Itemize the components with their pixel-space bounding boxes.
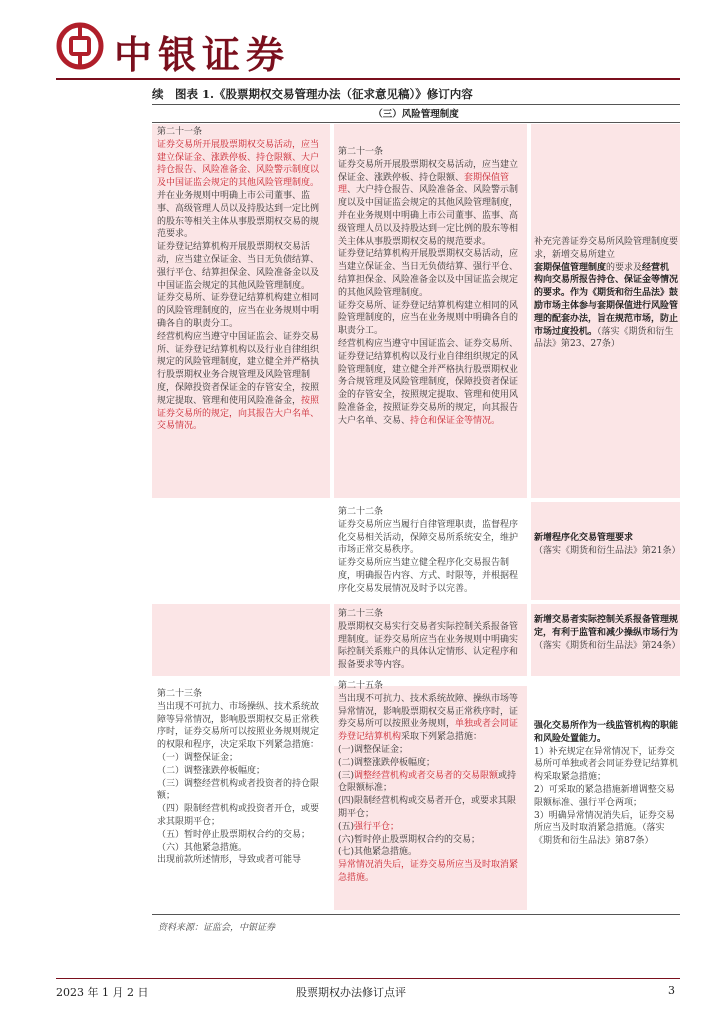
text-segment: （三）调整经营机构或者投资者的持仓限额；	[157, 778, 320, 802]
text-segment: 经营机构应当遵守中国证监会、证券交易所、证券登记结算机构以及行业自律组织规定的风险管理制度，建立健全并严格执行股票期权业务合规管理及风险管理制度，保障投资者保证金的存管安全，按照规定提取、管理和使用风险准备金，按照证券交易所的规定，向其报告大户名单、交易、	[338, 338, 519, 426]
table-row	[152, 678, 680, 914]
comment-text	[534, 532, 681, 558]
footer-title: 股票期权办法修订点评	[296, 986, 406, 999]
text-segment: 套期保值管理制度	[534, 262, 607, 273]
original-text	[157, 126, 327, 433]
text-segment: 证券交易所开展股票期权交易活动，应当建立保证金、涨跌停板、持仓限额、	[338, 159, 519, 183]
original-text-cell	[152, 604, 330, 676]
revised-text	[338, 506, 524, 596]
figure-caption: 续 图表 1.《股票期权交易管理办法（征求意见稿）》修订内容	[152, 87, 473, 101]
text-segment: (二)调整涨跌停板幅度；	[338, 757, 436, 768]
text-segment: 第二十三条	[157, 689, 203, 699]
text-segment: 证券登记结算机构开展股票期权交易活动，应当建立保证金、当日无负债结算、强行平仓、结算担保金、风险准备金以及中国证监会规定的其他风险管理制度。	[157, 242, 320, 291]
text-segment: 第二十一条	[157, 127, 203, 137]
text-segment: （落实《期货和衍生品法》第23、27条）	[534, 326, 674, 350]
text-segment: (六)暂时停止股票期权合约的交易；	[338, 834, 481, 845]
footer-divider	[56, 978, 680, 979]
text-segment: (七)其他紧急措施。	[338, 847, 418, 858]
text-segment: 证券交易所开展股票期权交易活动，应当建立保证金、涨跌停板、持仓限额、大户持仓报告、风险准备金、风险警示制度以及中国证监会规定的其他风险管理制度。	[157, 139, 320, 189]
revised-text	[338, 680, 524, 885]
text-segment: 采取下列紧急措施：	[401, 732, 483, 743]
text-segment: 2）可采取的紧急措施新增调整交易限额标准、强行平仓两项；	[534, 784, 675, 808]
text-segment: (四)限制经营机构或交易者开仓，或要求其限期平仓；	[338, 796, 517, 819]
text-segment: 经营机构向交易所报告持仓、保证金等情况的要求。作为《期货和衍生品法》鼓励市场主体参与套期保值进行风险管理的配套办法，旨在规范市场，防止市场过度投机。	[534, 262, 679, 337]
text-segment: 出现前款所述情形，导致或者可能导	[157, 855, 302, 866]
text-segment: 套期保值管理	[338, 172, 510, 196]
text-segment: （落实《期货和衍生品法》第24条）	[534, 640, 681, 651]
text-segment: 当出现不可抗力、市场操纵、技术系统故障等异常情况，影响股票期权交易正常秩序时，证券交易所可以按照业务规则规定的权限和程序，决定采取下列紧急措施：	[157, 701, 320, 751]
text-segment: 异常情况消失后，证券交易所应当及时取消紧急措施。	[338, 860, 519, 883]
text-segment: 强行平仓；	[354, 821, 400, 832]
text-segment: 或持仓限额标准；	[338, 770, 517, 794]
text-segment: 经营机构应当遵守中国证监会、证券交易所、证券登记结算机构以及行业自律组织规定的风险管理制度，建立健全并严格执行股票期权业务合规管理及风险管理制度，保障投资者保证金的存管安全，按照规定提取、管理和使用风险准备金，	[157, 331, 320, 406]
table-row	[152, 604, 680, 676]
header-divider	[56, 78, 680, 80]
text-segment: 第二十三条	[338, 609, 384, 619]
text-segment: 补充完善证券交易所风险管理制度要求，新增交易所建立	[534, 237, 679, 260]
text-segment: 证券交易所应当履行自律管理职责，监督程序化交易相关活动，保障交易所系统安全，维护市场正常交易秩序。	[338, 519, 519, 556]
text-segment: 证券登记结算机构开展股票期权交易活动，应当建立保证金、当日无负债结算、强行平仓、结算担保金、风险准备金以及中国证监会规定的其他风险管理制度。	[338, 249, 519, 298]
text-segment: （落实《期货和衍生品法》第21条）	[534, 545, 681, 556]
text-segment: 、大户持仓报告、风险准备金、风险警示制度以及中国证监会规定的其他风险管理制度，并在业务规则中明确上市公司董事、监事、高级管理人员以及持股达到一定比例的股东等相关主体从事股票期权交易的规范要求。	[338, 185, 519, 247]
text-segment: （四）限制经营机构或投资者开仓，或要求其限期平仓；	[157, 804, 320, 827]
text-segment: 调整经营机构或者交易者的交易限额	[354, 770, 499, 781]
brand-name: 中银证券	[114, 32, 291, 77]
text-segment: （六）其他紧急措施。	[157, 842, 248, 853]
text-segment: (五)	[338, 821, 355, 832]
page-header	[56, 22, 676, 76]
text-segment: 第二十一条	[338, 147, 384, 157]
text-segment: 强化交易所作为一线监管机构的职能和风险处置能力。	[534, 721, 679, 744]
text-segment: 第二十五条	[338, 681, 384, 691]
text-segment: (一)调整保证金；	[338, 744, 409, 755]
table-row	[152, 502, 680, 600]
page-number: 3	[668, 984, 675, 997]
text-segment: 证券交易所、证券登记结算机构建立相同的风险管理制度的，应当在业务规则中明确各自的职责分工。	[157, 293, 320, 329]
text-segment: （落实《期货和衍生品法》第87条）	[534, 823, 665, 847]
text-segment: 1）补充规定在异常情况下，证券交易所可单独或者会同证券登记结算机构采取紧急措施；	[534, 746, 679, 783]
text-segment: 并在业务规则中明确上市公司董事、监事、高级管理人员以及持股达到一定比例的股东等相关主体从事股票期权交易的规范要求。	[157, 190, 320, 240]
text-segment: 3）明确异常情况消失后，证券交易所应当及时取消紧急措施。	[534, 810, 675, 834]
bank-of-china-logo-icon	[56, 22, 104, 70]
text-segment: （五）暂时停止股票期权合约的交易；	[157, 829, 311, 840]
original-text	[157, 688, 327, 867]
table-row	[152, 124, 680, 498]
source-note: 资料来源：证监会，中银证券	[158, 923, 276, 933]
text-segment: （二）调整涨跌停板幅度；	[157, 765, 266, 776]
text-segment: 持仓和保证金等情况。	[410, 415, 501, 426]
text-segment: 证券交易所应当建立健全程序化交易报告制度，明确报告内容、方式、时限等，并根据程序化交易发展情况及时予以完善。	[338, 558, 519, 594]
revised-text	[338, 608, 524, 672]
text-segment: 股票期权交易实行交易者实际控制关系报备管理制度。证券交易所应当在业务规则中明确实际控制关系账户的具体认定情形、认定程序和报备要求等内容。	[338, 621, 519, 671]
table-top-rule	[152, 104, 680, 105]
text-segment: 证券交易所、证券登记结算机构建立相同的风险管理制度的，应当在业务规则中明确各自的职责分工。	[338, 300, 519, 337]
section-rule	[152, 122, 680, 123]
comment-text	[534, 720, 678, 848]
text-segment: (三)	[338, 770, 355, 781]
section-title: （三）风险管理制度	[373, 109, 459, 120]
comment-text	[534, 614, 681, 652]
text-segment: 单独或者会同证券登记结算机构	[338, 719, 519, 743]
text-segment: 按照证券交易所的规定，向其报告大户名单、交易情况。	[157, 395, 320, 432]
footer-date: 2023 年 1 月 2 日	[56, 986, 149, 999]
text-segment: （一）调整保证金；	[157, 752, 239, 763]
table-bottom-rule	[152, 914, 680, 915]
text-segment: 的要求及	[606, 262, 643, 273]
comment-text	[534, 236, 678, 351]
revised-text	[338, 146, 524, 428]
text-segment: 新增程序化交易管理要求	[534, 533, 634, 543]
text-segment: 第二十二条	[338, 507, 384, 517]
text-segment: 新增交易者实际控制关系报备管理规定，有利于监管和减少操纵市场行为	[534, 615, 679, 638]
text-segment: 当出现不可抗力、技术系统故障、操纵市场等异常情况，影响股票期权交易正常秩序时，证券交易所可以按照业务规则，	[338, 693, 519, 730]
